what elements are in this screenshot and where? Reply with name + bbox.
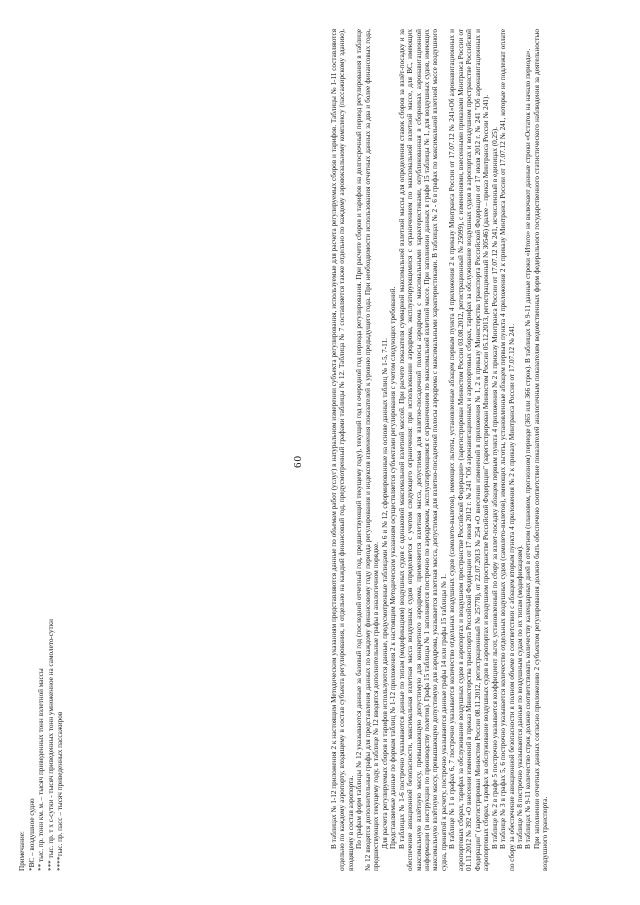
notes-heading: Примечание:	[18, 831, 26, 871]
paragraph: В таблицах № 9-11 количество строк должно соответствовать количеству календарных дней в отчетном (плановом, прогнозном) периоде (365 или 366 строк). В таблицах № 9-11 данные строки «Итого» не включают данные строки «Остаток на начало периода».	[524, 48, 533, 849]
notes-block	[18, 619, 66, 871]
paragraph: В таблице № 3 в графах 5, 6 построчно указывается количество отдельных воздушных судов (самолето-вылетов), имеющих льготы, установленные абзацем первым пункта 4 приложения 2 к приказу Минтранса России от 17.07.12 № 241, которые не подлежат оплате по сбору за обеспечение авиационной безопасности в полном объеме в соответствии с абзацем вторым пункта 4 приложения № 2 к приказу Минтранса России от 17.07.12 № 241.	[499, 29, 516, 871]
paragraph: Представляемые данные по формам таблиц № 1-12 приложения 2 к настоящим Методическим указаниям осуществляется субъектами регулирования с учетом следующих требований.	[389, 286, 398, 849]
paragraph: В таблице № 2 в графе 5 построчно указывается коэффициент льгот, установленный по сбору за взлет-посадку абзацем первым пункта 4 приложения № 2 к приказу Минтранса России от 17.07.12 № 241, исчисленный в единицах (0,25).	[490, 127, 499, 849]
paragraph: В таблицах № 1-12 приложения 2 к настоящим Методическим указаниям представляются данные по объемам работ (услуг) в натуральном измерении субъекта регулирования, используемые для расчета регулируемых сборов и тарифов. Таблицы № 1-11 составляются отдельно по каждому аэропорту, входящему в состав субъекта регулирования, и отдельно на каждый финансовый год, предусмотренный графами таблицы № 12. Таблица № 7 составляется также отдельно по каждому аэровокзальному комплексу (пассажирскому зданию), входящему в состав аэропорта.	[330, 29, 355, 871]
note-item: ** тыс. пр. тонн км. м. – тысяч приведенных тонн взлетной массы	[37, 668, 46, 871]
paragraph: Для расчета регулируемых сборов и тарифов используются данные, предусмотренные таблицами № 6 и № 12, сформированные на основе данных таблиц № 1-5, 7-11.	[380, 338, 389, 849]
body-text	[330, 29, 550, 871]
note-item: *** тыс. пр. т х с-сутки - тысяч приведенных тонн умноженное на самолето-сутки	[46, 619, 55, 871]
paragraph: В таблице № 8 построчно указываются данные по воздушным судам по их типам (модификациям).	[515, 545, 524, 849]
note-item: ****тыс. пр. пасс – тысяч приведенных пассажиров	[56, 711, 65, 871]
page-number: 60	[292, 455, 304, 468]
paragraph: В таблице № 1 в графах 6, 7 построчно указывается количество отдельных воздушных судов (самолето-вылетов), имеющих льготы, установленные абзацем первым пункта 4 приложения 2 к приказу Минтранса России от 17.07.12 № 241«Об аэронавигационных и аэропортовых сборах, тарифах за обслуживание воздушных судов в аэропортах и воздушном пространстве Российской Федерации» (зарегистрирован Минюстом России 03.08.2012, регистрационный № 25099), с изменениями, внесенными приказами Минтранса России от 01.11.2012 № 392 «О внесении изменений в приказ Министерства транспорта Российской Федерации от 17 июля 2012 г. № 241 "Об аэронавигационных и аэропортовых сборах, тарифах за обслуживание воздушных судов в аэропортах и воздушном пространстве Российской Федерации" (зарегистрирован Минюстом России 08.11.2012, регистрационный № 25778), от 22.07.2013 № 254 «О внесении изменений в приложения № 1, 2 к приказу Министерства транспорта Российской Федерации от 17 июля 2012 г. № 241 "Об аэронавигационных и аэропортовых сборах, тарифах за обслуживание воздушных судов в аэропортах и воздушном пространстве Российской Федерации" (зарегистрирован Минюстом России 05.12.2013, регистрационный № 30546) (далее – приказ Минтранса России № 241).	[448, 29, 491, 871]
paragraph: По графам форм таблицы № 12 указываются данные за базовый год (последний отчетный год, предшествующий текущему году), текущий год и очередной год периода регулирования. При расчете сборов и тарифов на долгосрочный период регулирования в таблице № 12 вводятся дополнительные графы для представления данных по каждому финансовому году периода регулирования и индексов изменения показателей к уровню предыдущего года. При необходимости использования отчетных данных за два и более финансовых года, предшествующих текущему году, в таблице № 12 вводятся дополнительные графы в аналогичном порядке.	[355, 29, 381, 871]
paragraph: В таблицах № 1-6 построчно указываются данные по типам (модификациям) воздушных судов с одинаковой максимальной взлетной массой. При расчете показателя суммарной максимальной взлетной массы для определения ставок сборов за взлёт-посадку и за обеспечение авиационной безопасности, максимальная взлетная масса воздушных судов определяется с учетом следующего ограничения: при использовании аэродрома, эксплуатирующимися с ограничением по максимальной взлетной массе, для ВС, имеющих максимальную взлётную массу, превышающую допустимую для конкретного аэродрома, применяется взлетная масса, допустимая для взлетно-посадочной полосы аэродрома с максимальными характеристиками, опубликованная в сборниках аэронавигационной информации (в инструкции по производству полетов). Графа 15 таблицы № 1 заполняется построчно по аэродромам, эксплуатирующимся с ограничением по максимальной взлетной массе. При заполнении данных в графе 15 таблицы № 1, для воздушных судов, имеющих максимальную взлётную массу, превышающую допустимую для аэродрома, указывается взлетная масса, допустимая для взлетно-посадочной полосы аэродрома с максимальными характеристиками. В таблицах № 2 - 6 в графах по максимальной взлетной массе воздушного судна, принятой к расчету, построчно указываются данные графы 14 или графы 15 таблицы № 1.	[397, 29, 448, 871]
note-item: *ВС – воздушное судно	[27, 798, 36, 871]
paragraph: При заполнении отчетных данных согласно приложению 2 субъектом регулирования должно быть обеспечено соответствие показателей аналогичным показателям ведомственных форм федерального государственного статистического наблюдения за деятельностью воздушного транспорта.	[532, 29, 550, 871]
